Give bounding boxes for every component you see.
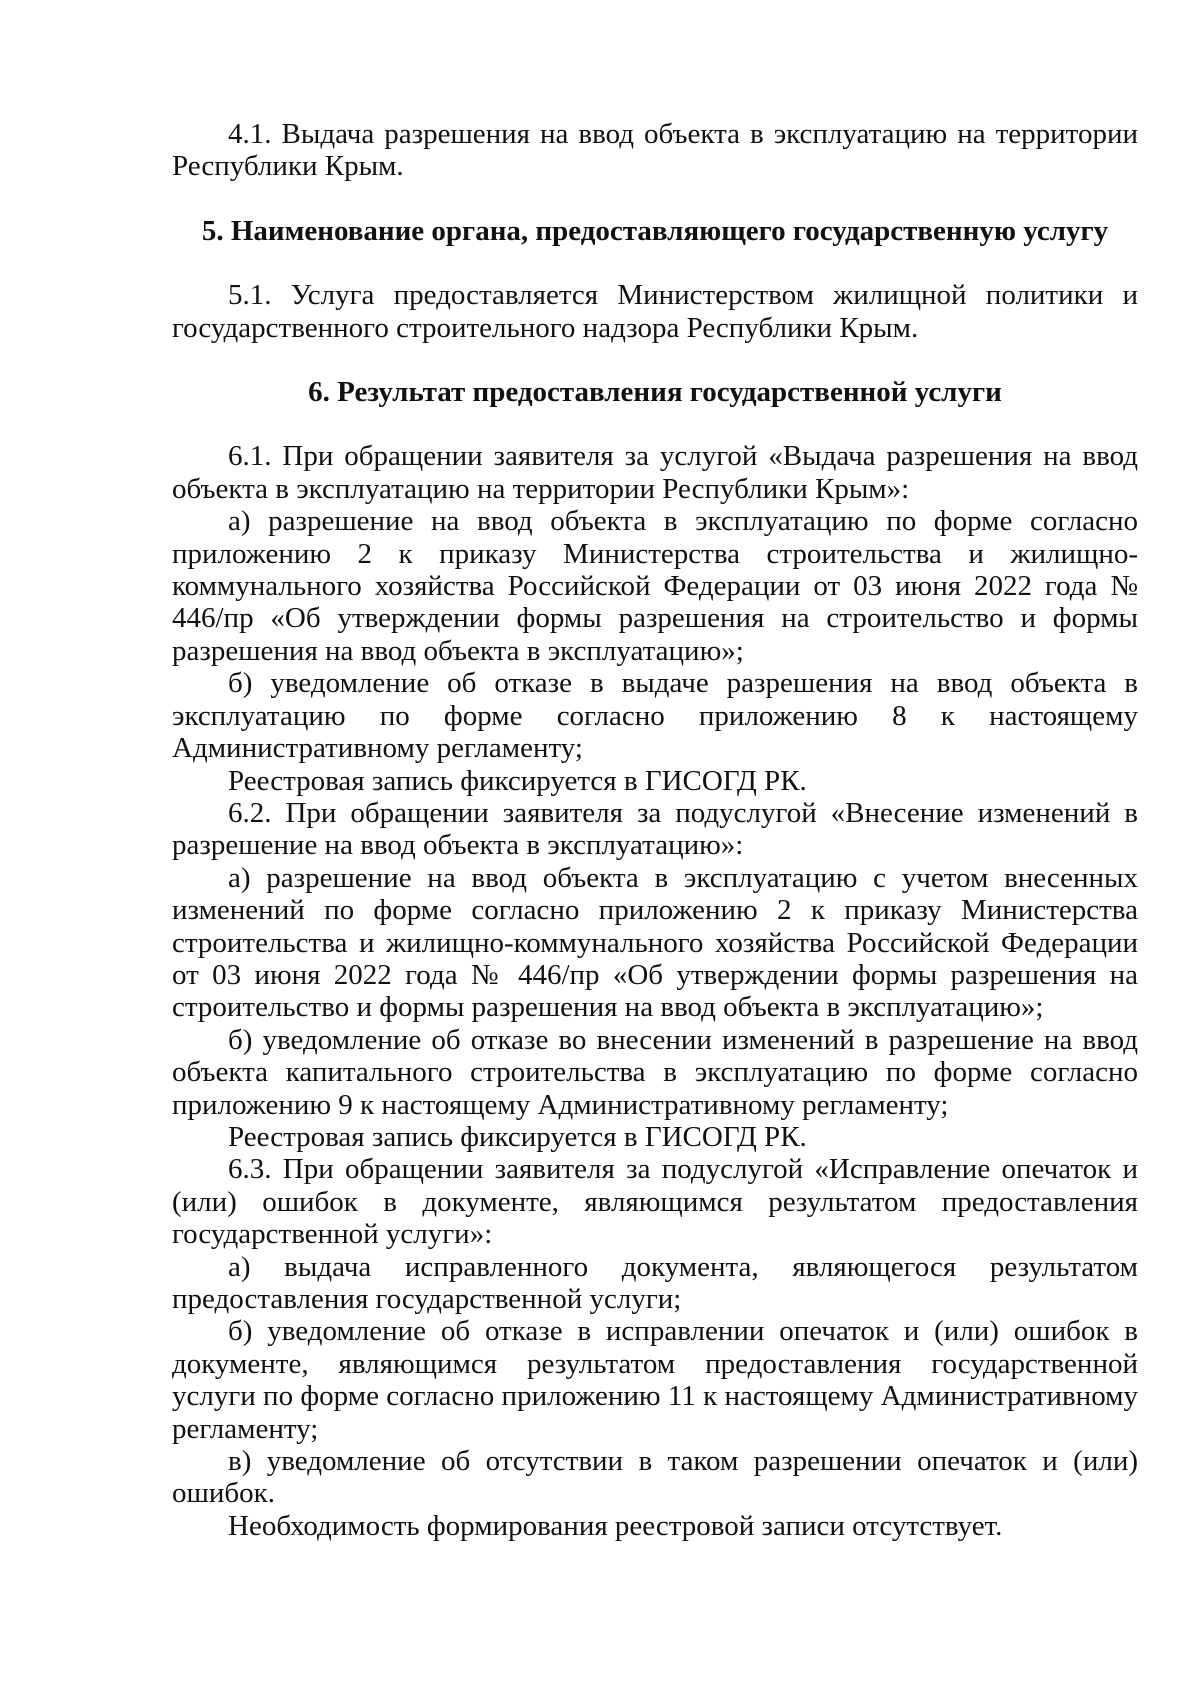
paragraph-6-2-registry: Реестровая запись фиксируется в ГИСОГД РК.: [228, 1120, 807, 1153]
paragraph-6-3-a: а) выдача исправленного документа, являющегося результатом предоставления государственной услуги;: [172, 1250, 1138, 1315]
paragraph-6-3-c: в) уведомление об отсутствии в таком разрешении опечаток и (или) ошибок.: [172, 1445, 1138, 1510]
heading-section-5: 5. Наименование органа, предоставляющего государственную услугу: [201, 214, 1109, 247]
paragraph-6-3-b: б) уведомление об отказе в исправлении опечаток и (или) ошибок в документе, являющимся результатом предоставления государственной услуги по форме согласно приложению 11 к настоящему Административному регламенту;: [172, 1315, 1138, 1445]
paragraph-6-3: 6.3. При обращении заявителя за подуслугой «Исправление опечаток и (или) ошибок в документе, являющимся результатом предоставления государственной услуги»:: [172, 1153, 1138, 1251]
paragraph-4-1: 4.1. Выдача разрешения на ввод объекта в эксплуатацию на территории Республики Крым.: [172, 118, 1138, 183]
paragraph-6-3-note: Необходимость формирования реестровой записи отсутствует.: [228, 1509, 1003, 1542]
paragraph-6-1-a: а) разрешение на ввод объекта в эксплуатацию по форме согласно приложению 2 к приказу Министерства строительства и жилищно-коммунального хозяйства Российской Федерации от 03 июня 2022 года № 446/пр «Об утверждении формы разрешения на строительство и формы разрешения на ввод объекта в эксплуатацию»;: [172, 505, 1138, 667]
heading-section-6: 6. Результат предоставления государственной услуги: [308, 376, 1002, 409]
paragraph-6-2-b: б) уведомление об отказе во внесении изменений в разрешение на ввод объекта капитального строительства в эксплуатацию по форме согласно приложению 9 к настоящему Административному регламенту;: [172, 1023, 1138, 1121]
paragraph-6-2-a: а) разрешение на ввод объекта в эксплуатацию с учетом внесенных изменений по форме согласно приложению 2 к приказу Министерства строительства и жилищно-коммунального хозяйства Российской Федерации от 03 июня 2022 года № 446/пр «Об утверждении формы разрешения на строительство и формы разрешения на ввод объекта в эксплуатацию»;: [172, 861, 1138, 1024]
document-page: [172, 118, 1138, 1542]
paragraph-5-1: 5.1. Услуга предоставляется Министерством жилищной политики и государственного строительного надзора Республики Крым.: [172, 279, 1138, 344]
paragraph-6-1-b: б) уведомление об отказе в выдаче разрешения на ввод объекта в эксплуатацию по форме согласно приложению 8 к настоящему Административному регламенту;: [172, 667, 1138, 765]
paragraph-6-1: 6.1. При обращении заявителя за услугой «Выдача разрешения на ввод объекта в эксплуатацию на территории Республики Крым»:: [172, 440, 1138, 505]
paragraph-6-2: 6.2. При обращении заявителя за подуслугой «Внесение изменений в разрешение на ввод объекта в эксплуатацию»:: [172, 796, 1138, 862]
paragraph-6-1-registry: Реестровая запись фиксируется в ГИСОГД РК.: [228, 764, 807, 797]
